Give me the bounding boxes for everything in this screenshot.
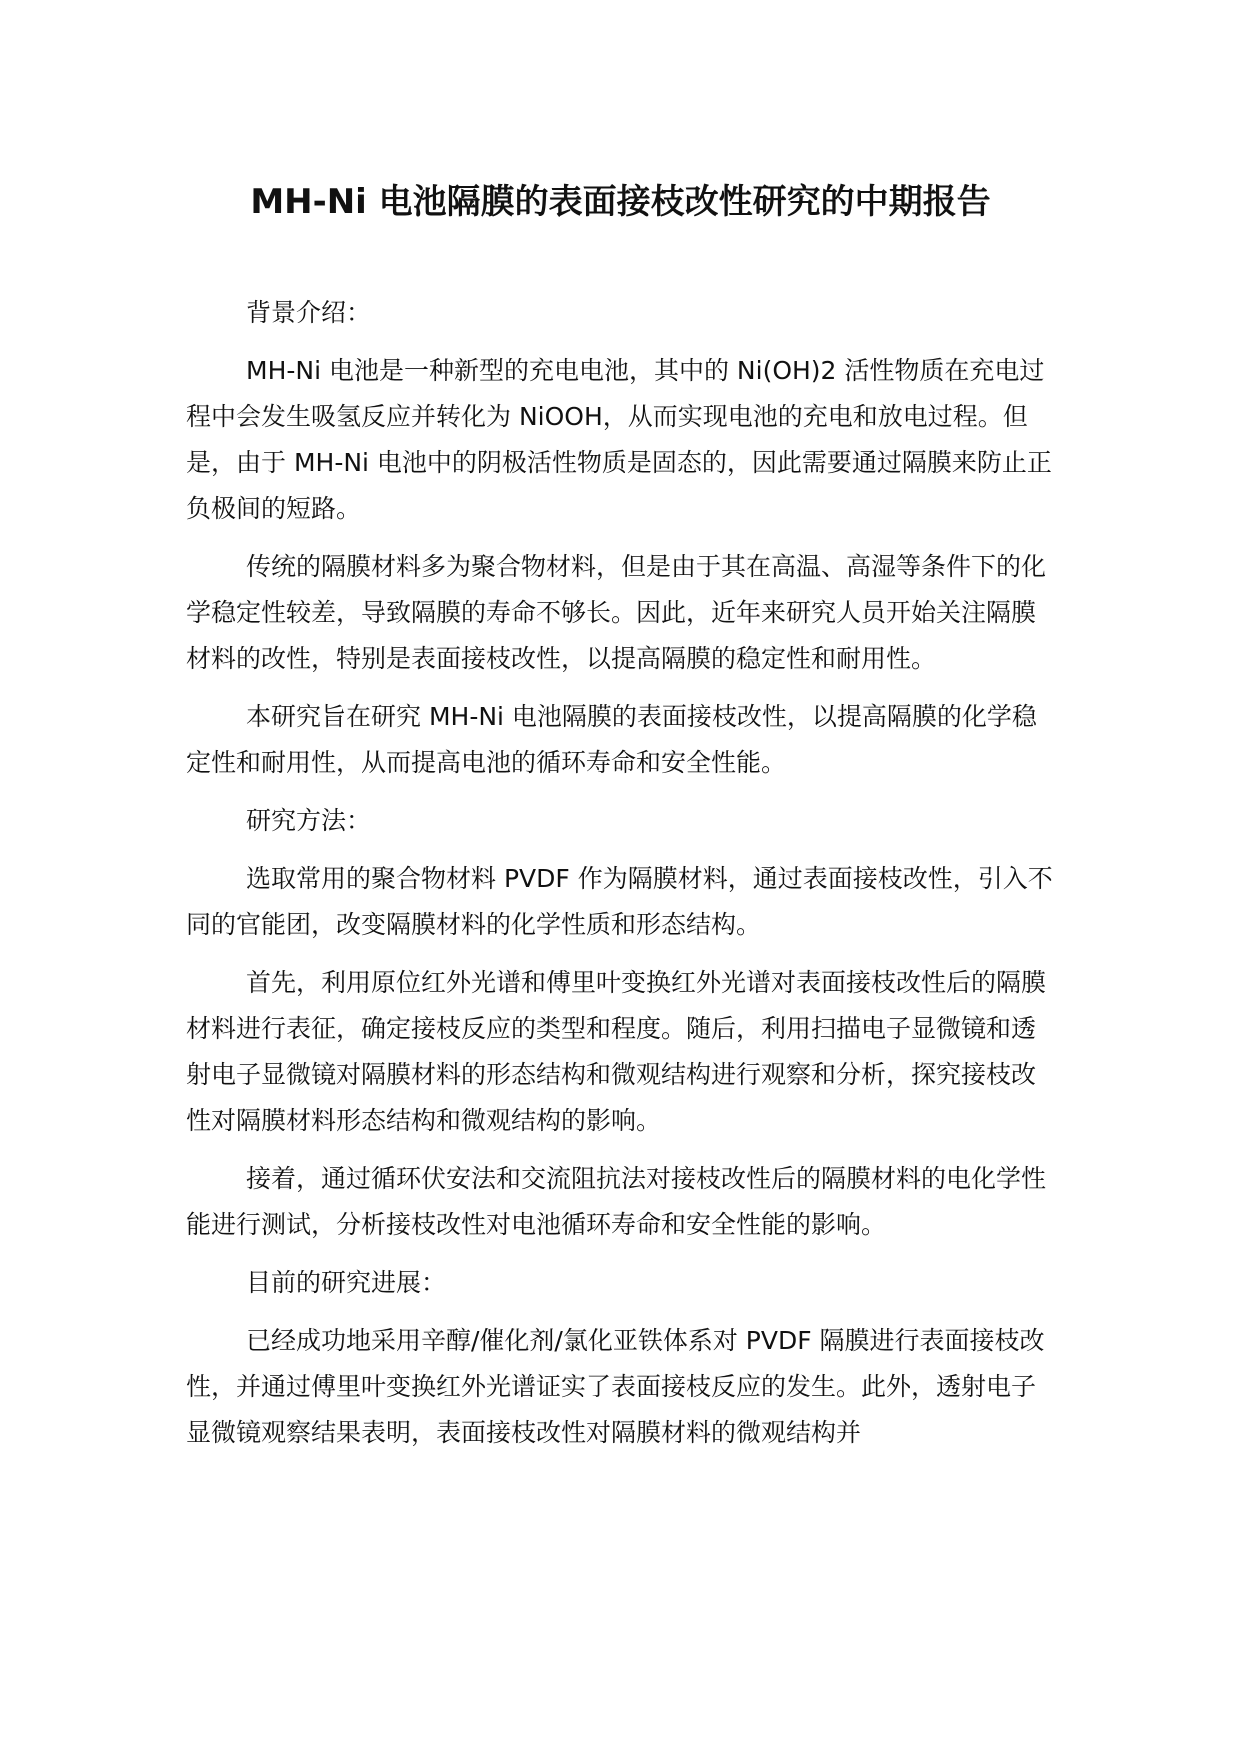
paragraph-battery-intro: MH-Ni 电池是一种新型的充电电池，其中的 Ni(OH)2 活性物质在充电过程中会发生吸氢反应并转化为 NiOOH，从而实现电池的充电和放电过程。但是，由于 MH-Ni 电池中的阴极活性物质是固态的，因此需要通过隔膜来防止正负极间的短路。 (186, 356, 1052, 523)
paragraph-current-progress: 已经成功地采用辛醇/催化剂/氯化亚铁体系对 PVDF 隔膜进行表面接枝改性，并通过傅里叶变换红外光谱证实了表面接枝反应的发生。此外，透射电子显微镜观察结果表明，表面接枝改性对隔膜材料的微观结构并 (186, 1326, 1045, 1447)
document-title: MH-Ni 电池隔膜的表面接枝改性研究的中期报告 (250, 182, 991, 222)
paragraph-traditional-separators: 传统的隔膜材料多为聚合物材料，但是由于其在高温、高湿等条件下的化学稳定性较差，导致隔膜的寿命不够长。因此，近年来研究人员开始关注隔膜材料的改性，特别是表面接枝改性，以提高隔膜的稳定性和耐用性。 (186, 552, 1047, 673)
paragraph-material-selection: 选取常用的聚合物材料 PVDF 作为隔膜材料，通过表面接枝改性，引入不同的官能团，改变隔膜材料的化学性质和形态结构。 (186, 864, 1053, 939)
paragraph-electrochemical-testing: 接着，通过循环伏安法和交流阻抗法对接枝改性后的隔膜材料的电化学性能进行测试，分析接枝改性对电池循环寿命和安全性能的影响。 (186, 1164, 1047, 1239)
section-heading-progress: 目前的研究进展： (246, 1268, 447, 1297)
paragraph-research-aim: 本研究旨在研究 MH-Ni 电池隔膜的表面接枝改性，以提高隔膜的化学稳定性和耐用性，从而提高电池的循环寿命和安全性能。 (186, 702, 1037, 777)
section-heading-methods: 研究方法： (246, 806, 372, 835)
paragraph-characterization: 首先，利用原位红外光谱和傅里叶变换红外光谱对表面接枝改性后的隔膜材料进行表征，确定接枝反应的类型和程度。随后，利用扫描电子显微镜和透射电子显微镜对隔膜材料的形态结构和微观结构进行观察和分析，探究接枝改性对隔膜材料形态结构和微观结构的影响。 (186, 968, 1047, 1135)
section-heading-background: 背景介绍： (246, 298, 372, 327)
document-body (186, 290, 1056, 1468)
